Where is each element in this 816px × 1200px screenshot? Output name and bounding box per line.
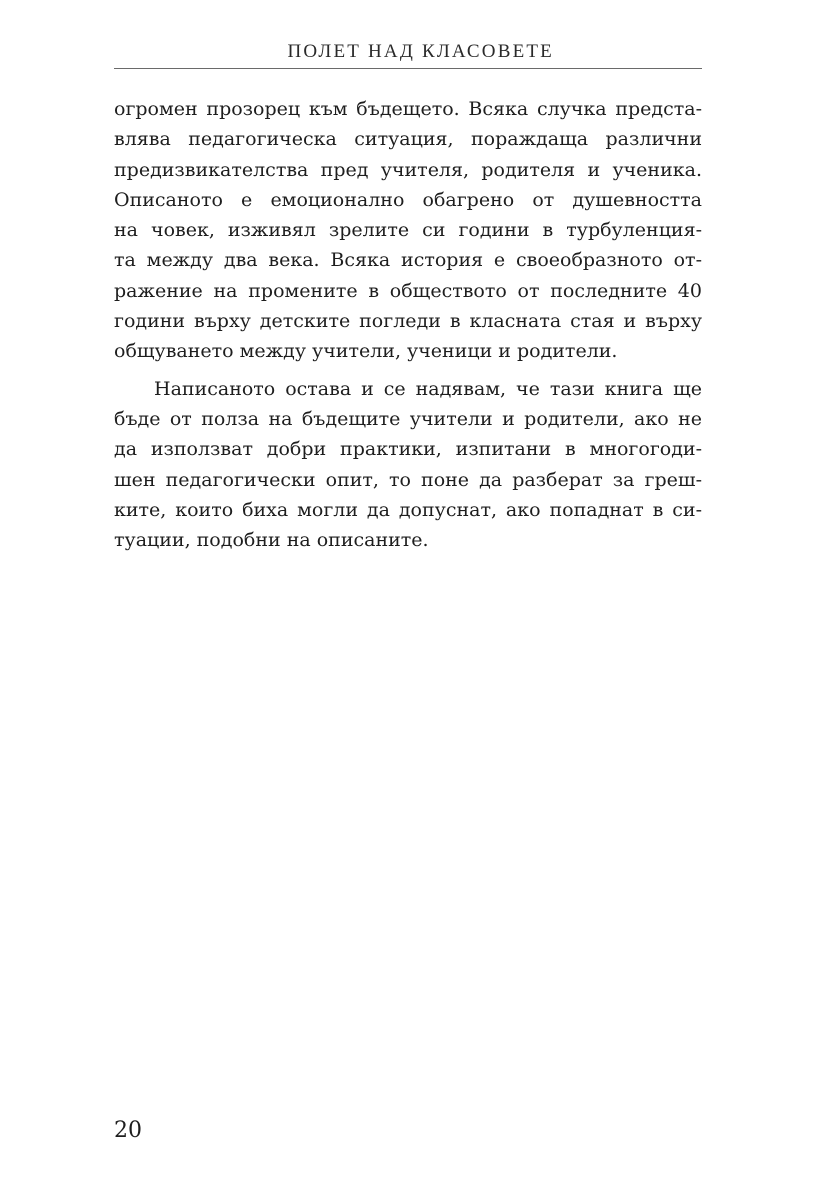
running-title: ПОЛЕТ НАД КЛАСОВЕТЕ: [287, 41, 554, 62]
paragraph-spacer: [114, 367, 702, 374]
text-line: предизвикателства пред учителя, родителя и ученика.: [114, 158, 702, 181]
text-line: да използват добри практики, изпитани в многогоди-: [114, 438, 702, 461]
text-line: общуването между учители, ученици и родители.: [114, 340, 618, 363]
text-line: огромен прозорец към бъдещето. Всяка случка предста-: [114, 98, 702, 120]
paragraph-2: [114, 374, 702, 556]
text-line: ките, които биха могли да допуснат, ако попаднат в си-: [114, 498, 702, 521]
text-line: та между два века. Всяка история е своеобразното от-: [114, 249, 702, 272]
text-line: години върху детските погледи в класната стая и върху: [114, 310, 702, 333]
text-line: Написаното остава и се надявам, че тази книга ще: [154, 377, 702, 400]
text-line: Описаното е емоционално обагрено от душевността: [114, 188, 702, 211]
text-line: на човек, изживял зрелите си години в турбуленция-: [114, 219, 702, 242]
paragraph-1: [114, 94, 702, 367]
text-line: ражение на промените в обществото от последните 40: [114, 279, 702, 302]
text-line: туации, подобни на описаните.: [114, 529, 429, 552]
text-line: влява педагогическа ситуация, пораждаща различни: [114, 128, 702, 151]
text-line: бъде от полза на бъдещите учители и родители, ако не: [114, 407, 702, 430]
running-header: [114, 36, 702, 69]
page-number: 20: [114, 1118, 142, 1143]
text-line: шен педагогически опит, то поне да разберат за греш-: [114, 468, 702, 491]
body-text: [114, 94, 702, 555]
